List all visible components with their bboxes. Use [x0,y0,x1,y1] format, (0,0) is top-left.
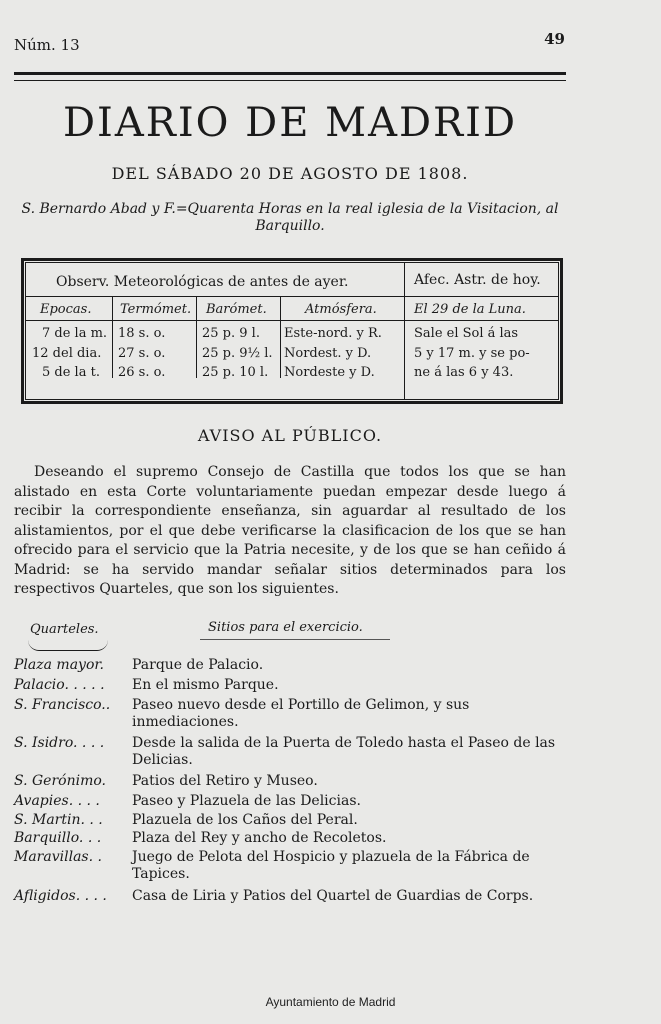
col-termometro: Termómet. [120,302,192,317]
quartel-site: Paseo y Plazuela de las Delicias. [132,793,361,809]
row1-atmos: Este-nord. y R. [284,326,382,341]
quartel-name: S. Gerónimo. [14,773,106,789]
quartel-name: Afligidos. . . . [14,888,107,904]
row1-termo: 18 s. o. [118,326,166,341]
quartel-site: Juego de Pelota del Hospicio y plazuela de la Fábrica de Tapices. [132,849,530,882]
issue-date: DEL SÁBADO 20 DE AGOSTO DE 1808. [111,164,469,183]
quartel-name: S. Isidro. . . . [14,735,105,751]
aviso-title: AVISO AL PÚBLICO. [197,426,383,445]
luna-line-2: 5 y 17 m. y se po- [414,346,530,361]
row2-atmos: Nordest. y D. [284,346,372,361]
header-brace [28,640,108,651]
row3-baro: 25 p. 10 l. [202,365,269,380]
weather-divider-1 [112,296,113,378]
sitios-header: Sitios para el exercicio. [208,620,363,635]
row3-termo: 26 s. o. [118,365,166,380]
row3-atmos: Nordeste y D. [284,365,375,380]
row1-baro: 25 p. 9 l. [202,326,260,341]
col-epocas: Epocas. [40,302,92,317]
quartel-name: Palacio. . . . . [14,677,105,693]
masthead-rule-thick [14,72,566,75]
row2-termo: 27 s. o. [118,346,166,361]
footer-credit: Ayuntamiento de Madrid [265,995,396,1009]
quartel-site: Plazuela de los Caños del Peral. [132,812,358,828]
row2-baro: 25 p. 9½ l. [202,346,273,361]
quartel-site: Paseo nuevo desde el Portillo de Gelimon, y sus inmediaciones. [132,697,470,730]
col-barometro: Barómet. [206,302,267,317]
col-luna: El 29 de la Luna. [414,302,526,317]
quarteles-header: Quarteles. [30,622,99,637]
col-atmosfera: Atmósfera. [305,302,377,317]
quartel-site: En el mismo Parque. [132,677,279,693]
masthead-rule-thin [14,80,566,81]
aviso-text: Deseando el supremo Consejo de Castilla que todos los que se han alistado en esta Corte voluntariamente puedan empezar desde luego á recibir la correspondiente enseñanza, sin aguardar al resultado de los alistamientos, por el que debe verificarse la clasificacion de los que se han ofrecido para el servicio que la Patria necesite, y de los que se han ceñido á Madrid: se ha servido mandar señalar sitios determinados para los respectivos Quarteles, que son los siguientes. [14,464,566,597]
weather-header-rule [25,296,559,297]
quartel-site: Desde la salida de la Puerta de Toledo hasta el Paseo de las Delicias. [132,735,556,768]
quartel-name: Plaza mayor. [14,657,104,673]
issue-number: Núm. 13 [14,36,80,54]
row2-epoca: 12 del dia. [32,346,102,361]
quartel-name: S. Martin. . . [14,812,103,828]
weather-divider-main [404,262,405,400]
quartel-name: Maravillas. . [14,849,102,865]
weather-divider-3 [280,296,281,378]
quartel-site: Casa de Liria y Patios del Quartel de Guardias de Corps. [132,888,534,904]
quartel-site: Plaza del Rey y ancho de Recoletos. [132,830,387,846]
luna-line-3: ne á las 6 y 43. [414,365,514,380]
luna-line-1: Sale el Sol á las [414,326,519,341]
quartel-name: Avapies. . . . [14,793,100,809]
weather-divider-2 [196,296,197,378]
aviso-paragraph [14,463,566,600]
quartel-name: S. Francisco.. [14,697,111,713]
saints-of-day: S. Bernardo Abad y F.=Quarenta Horas en la real iglesia de la Visitacion, al Barquillo. [21,201,559,234]
page-number: 49 [544,30,565,48]
weather-heading-left: Observ. Meteorológicas de antes de ayer. [56,274,349,290]
weather-columns-rule [25,320,559,321]
quartel-name: Barquillo. . . [14,830,102,846]
weather-heading-right: Afec. Astr. de hoy. [414,272,541,288]
row1-epoca: 7 de la m. [42,326,108,341]
newspaper-title: DIARIO DE MADRID [62,100,518,146]
quartel-site: Patios del Retiro y Museo. [132,773,318,789]
quartel-site: Parque de Palacio. [132,657,264,673]
row3-epoca: 5 de la t. [42,365,100,380]
header-rule [200,639,390,640]
